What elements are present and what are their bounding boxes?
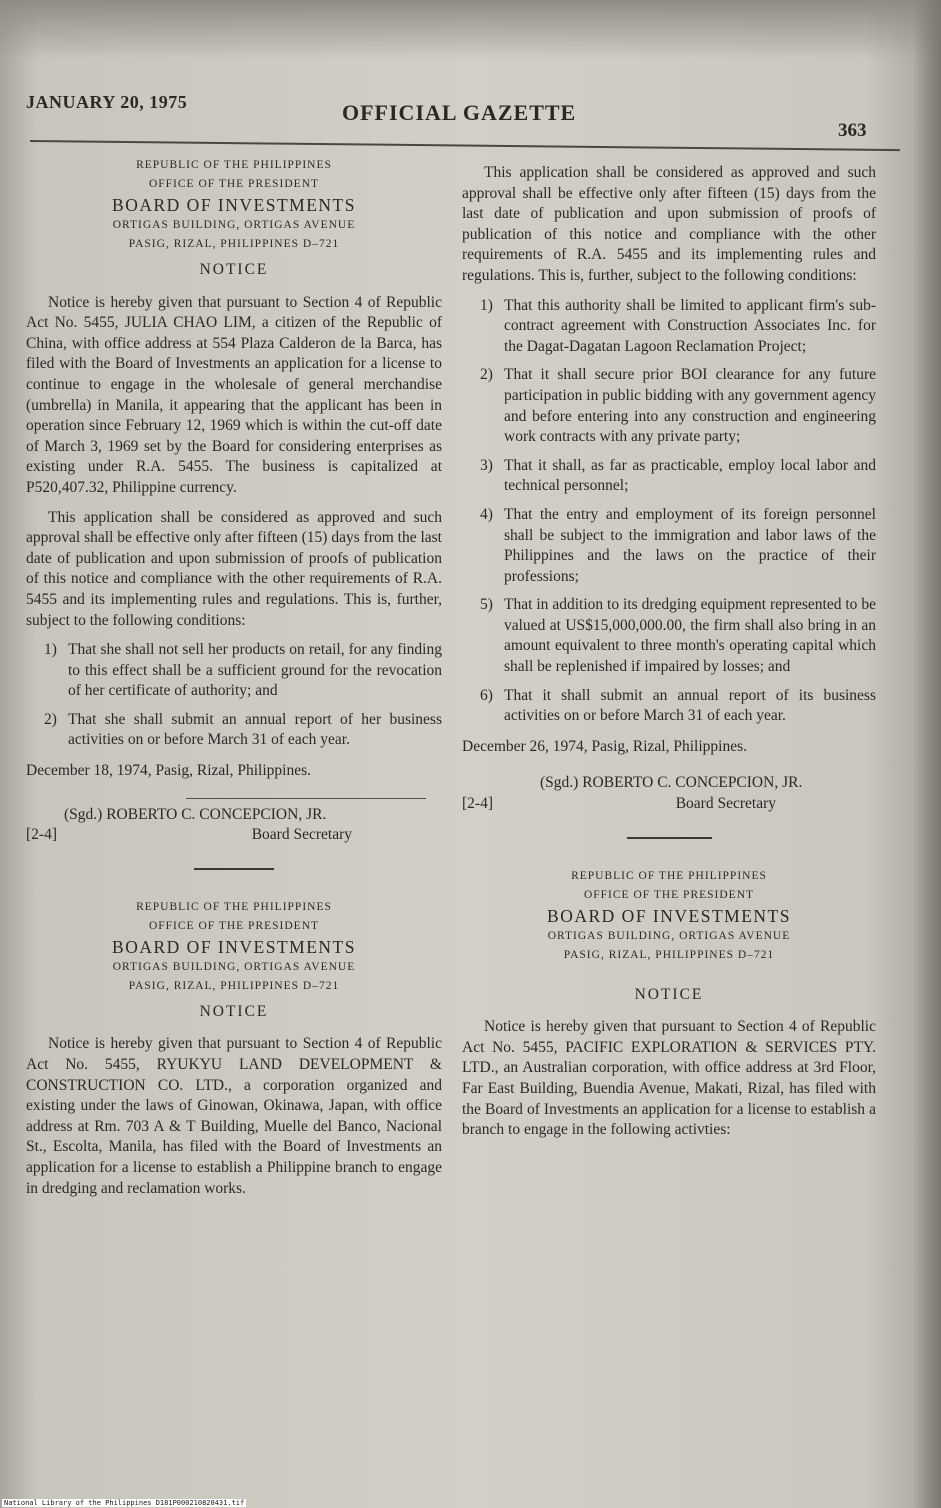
condition-item: 2) That she shall submit an annual report of her business activities on or before March 31 of each year.: [44, 710, 442, 749]
page-number: 363: [838, 120, 867, 141]
notice1-conditions: [26, 640, 442, 751]
condition-item: 6) That it shall submit an annual report of its business activities on or before March 31 of each year.: [480, 686, 876, 725]
reference-code: [2-4]: [26, 826, 57, 844]
condition-item: 4) That the entry and employment of its foreign personnel shall be subject to the immigration and labor laws of the Philippines and the laws on the practice of their professions;: [480, 505, 876, 585]
reference-code: [2-4]: [462, 795, 493, 813]
board-line: BOARD OF INVESTMENTS: [112, 195, 356, 215]
notice1-signature: [26, 805, 442, 846]
address-line: PASIG, RIZAL, PHILIPPINES D–721: [128, 979, 340, 992]
notice2-title: NOTICE: [199, 1002, 269, 1020]
notice2-signature: [462, 773, 876, 814]
notice2-heading: [26, 898, 442, 996]
republic-line: REPUBLIC OF THE PHILIPPINES: [571, 869, 767, 882]
notice1-heading: [26, 156, 442, 254]
notice1-approval: This application shall be considered as approved and such approval shall be effective only after fifteen (15) days from the last date of publication and upon submission of proofs of publication of this notice and compliance with the other requirements of R.A. 5455 and its implementing rules and regulations. This is, further, subject to the following conditions:: [26, 508, 442, 629]
notice2-body: Notice is hereby given that pursuant to Section 4 of Republic Act No. 5455, RYUKYU LAND DEVELOPMENT & CONSTRUCTION CO. LTD., a corporation organized and existing under the laws of Ginowan, Okinawa, Japan, with office address at Rm. 703 A & T Building, Muelle del Banco, Nacional St., Escolta, Manila, has filed with the Board of Investments an application for a license to establish a Philippine branch to engage in dredging and reclamation works.: [26, 1035, 442, 1197]
republic-line: REPUBLIC OF THE PHILIPPINES: [136, 900, 332, 913]
left-column: [26, 156, 442, 1208]
gazette-title: OFFICIAL GAZETTE: [342, 100, 577, 125]
condition-item: 1) That she shall not sell her products on retail, for any finding to this effect shall be a sufficient ground for the revocation of her certificate of authority; and: [44, 641, 442, 700]
notice1-title: NOTICE: [199, 261, 269, 278]
building-line: ORTIGAS BUILDING, ORTIGAS AVENUE: [112, 960, 356, 973]
issue-date: JANUARY 20, 1975: [26, 92, 188, 112]
office-line: OFFICE OF THE PRESIDENT: [583, 888, 755, 901]
notice3-heading: [462, 867, 876, 965]
address-line: PASIG, RIZAL, PHILIPPINES D–721: [128, 238, 340, 250]
signatory-position: Board Secretary: [251, 826, 352, 844]
condition-item: 2) That it shall secure prior BOI clearance for any future participation in public bidding with any government agency and before entering into any construction and engineering work contracts with any private party;: [480, 366, 876, 446]
building-line: ORTIGAS BUILDING, ORTIGAS AVENUE: [112, 219, 356, 231]
right-column: [462, 163, 876, 1150]
office-line: OFFICE OF THE PRESIDENT: [148, 178, 320, 190]
section-divider: [194, 868, 274, 870]
notice1-date: December 18, 1974, Pasig, Rizal, Philippines.: [26, 762, 311, 780]
condition-item: 5) That in addition to its dredging equipment represented to be valued at US$15,000,000.00, the firm shall also bring in an amount equivalent to three month's operating capital which shall be replenished if impaired by losses; and: [480, 596, 876, 676]
scan-footer: National Library of the Philippines D181P000210820431.tif: [4, 1499, 245, 1507]
signatory-position: Board Secretary: [675, 795, 776, 813]
condition-item: 1) That this authority shall be limited to applicant firm's sub-contract agreement with Construction Associates Inc. for the Dagat-Dagatan Lagoon Reclamation Project;: [480, 296, 876, 355]
notice2-approval: This application shall be considered as approved and such approval shall be effective only after fifteen (15) days from the last date of publication and upon submission of proofs of publication of this notice and compliance with the other requirements of R.A. 5455 and its implementing rules and regulations. This is, further, subject to the following conditions:: [462, 164, 876, 284]
notice2-conditions: [462, 296, 876, 727]
board-line: BOARD OF INVESTMENTS: [112, 936, 356, 957]
notice1-body: Notice is hereby given that pursuant to Section 4 of Republic Act No. 5455, JULIA CHAO LIM, a citizen of the Republic of China, with office address at 554 Plaza Calderon de la Barca, has filed with the Board of Investments an application for a license to continue to engage in the wholesale of general merchandise (umbrella) in Manila, it appearing that the applicant has been in operation since February 12, 1969 which is within the cut-off date of March 3, 1969 set by the Board for considering enterprises as existing under R.A. 5455. The business is capitalized at P520,407.32, Philippine currency.: [26, 293, 442, 496]
condition-item: 3) That it shall, as far as practicable, employ local labor and technical personnel;: [480, 456, 876, 495]
building-line: ORTIGAS BUILDING, ORTIGAS AVENUE: [547, 929, 791, 942]
signatory-name: (Sgd.) ROBERTO C. CONCEPCION, JR.: [540, 774, 803, 792]
signature-rule: [186, 798, 426, 799]
republic-line: REPUBLIC OF THE PHILIPPINES: [136, 159, 332, 171]
signatory-name: (Sgd.) ROBERTO C. CONCEPCION, JR.: [64, 805, 327, 823]
address-line: PASIG, RIZAL, PHILIPPINES D–721: [563, 948, 775, 961]
board-line: BOARD OF INVESTMENTS: [547, 905, 791, 926]
section-divider: [627, 837, 712, 839]
notice2-date: December 26, 1974, Pasig, Rizal, Philippines.: [462, 737, 747, 755]
notice3-body: Notice is hereby given that pursuant to Section 4 of Republic Act No. 5455, PACIFIC EXPLORATION & SERVICES PTY. LTD., an Australian corporation, with office address at 3rd Floor, Far East Building, Buendia Avenue, Makati, Rizal, has filed with the Board of Investments an application for a license to establish a branch to engage in the following activties:: [462, 1018, 876, 1139]
office-line: OFFICE OF THE PRESIDENT: [148, 919, 320, 932]
notice3-title: NOTICE: [634, 985, 704, 1003]
header-rule: [30, 140, 900, 151]
